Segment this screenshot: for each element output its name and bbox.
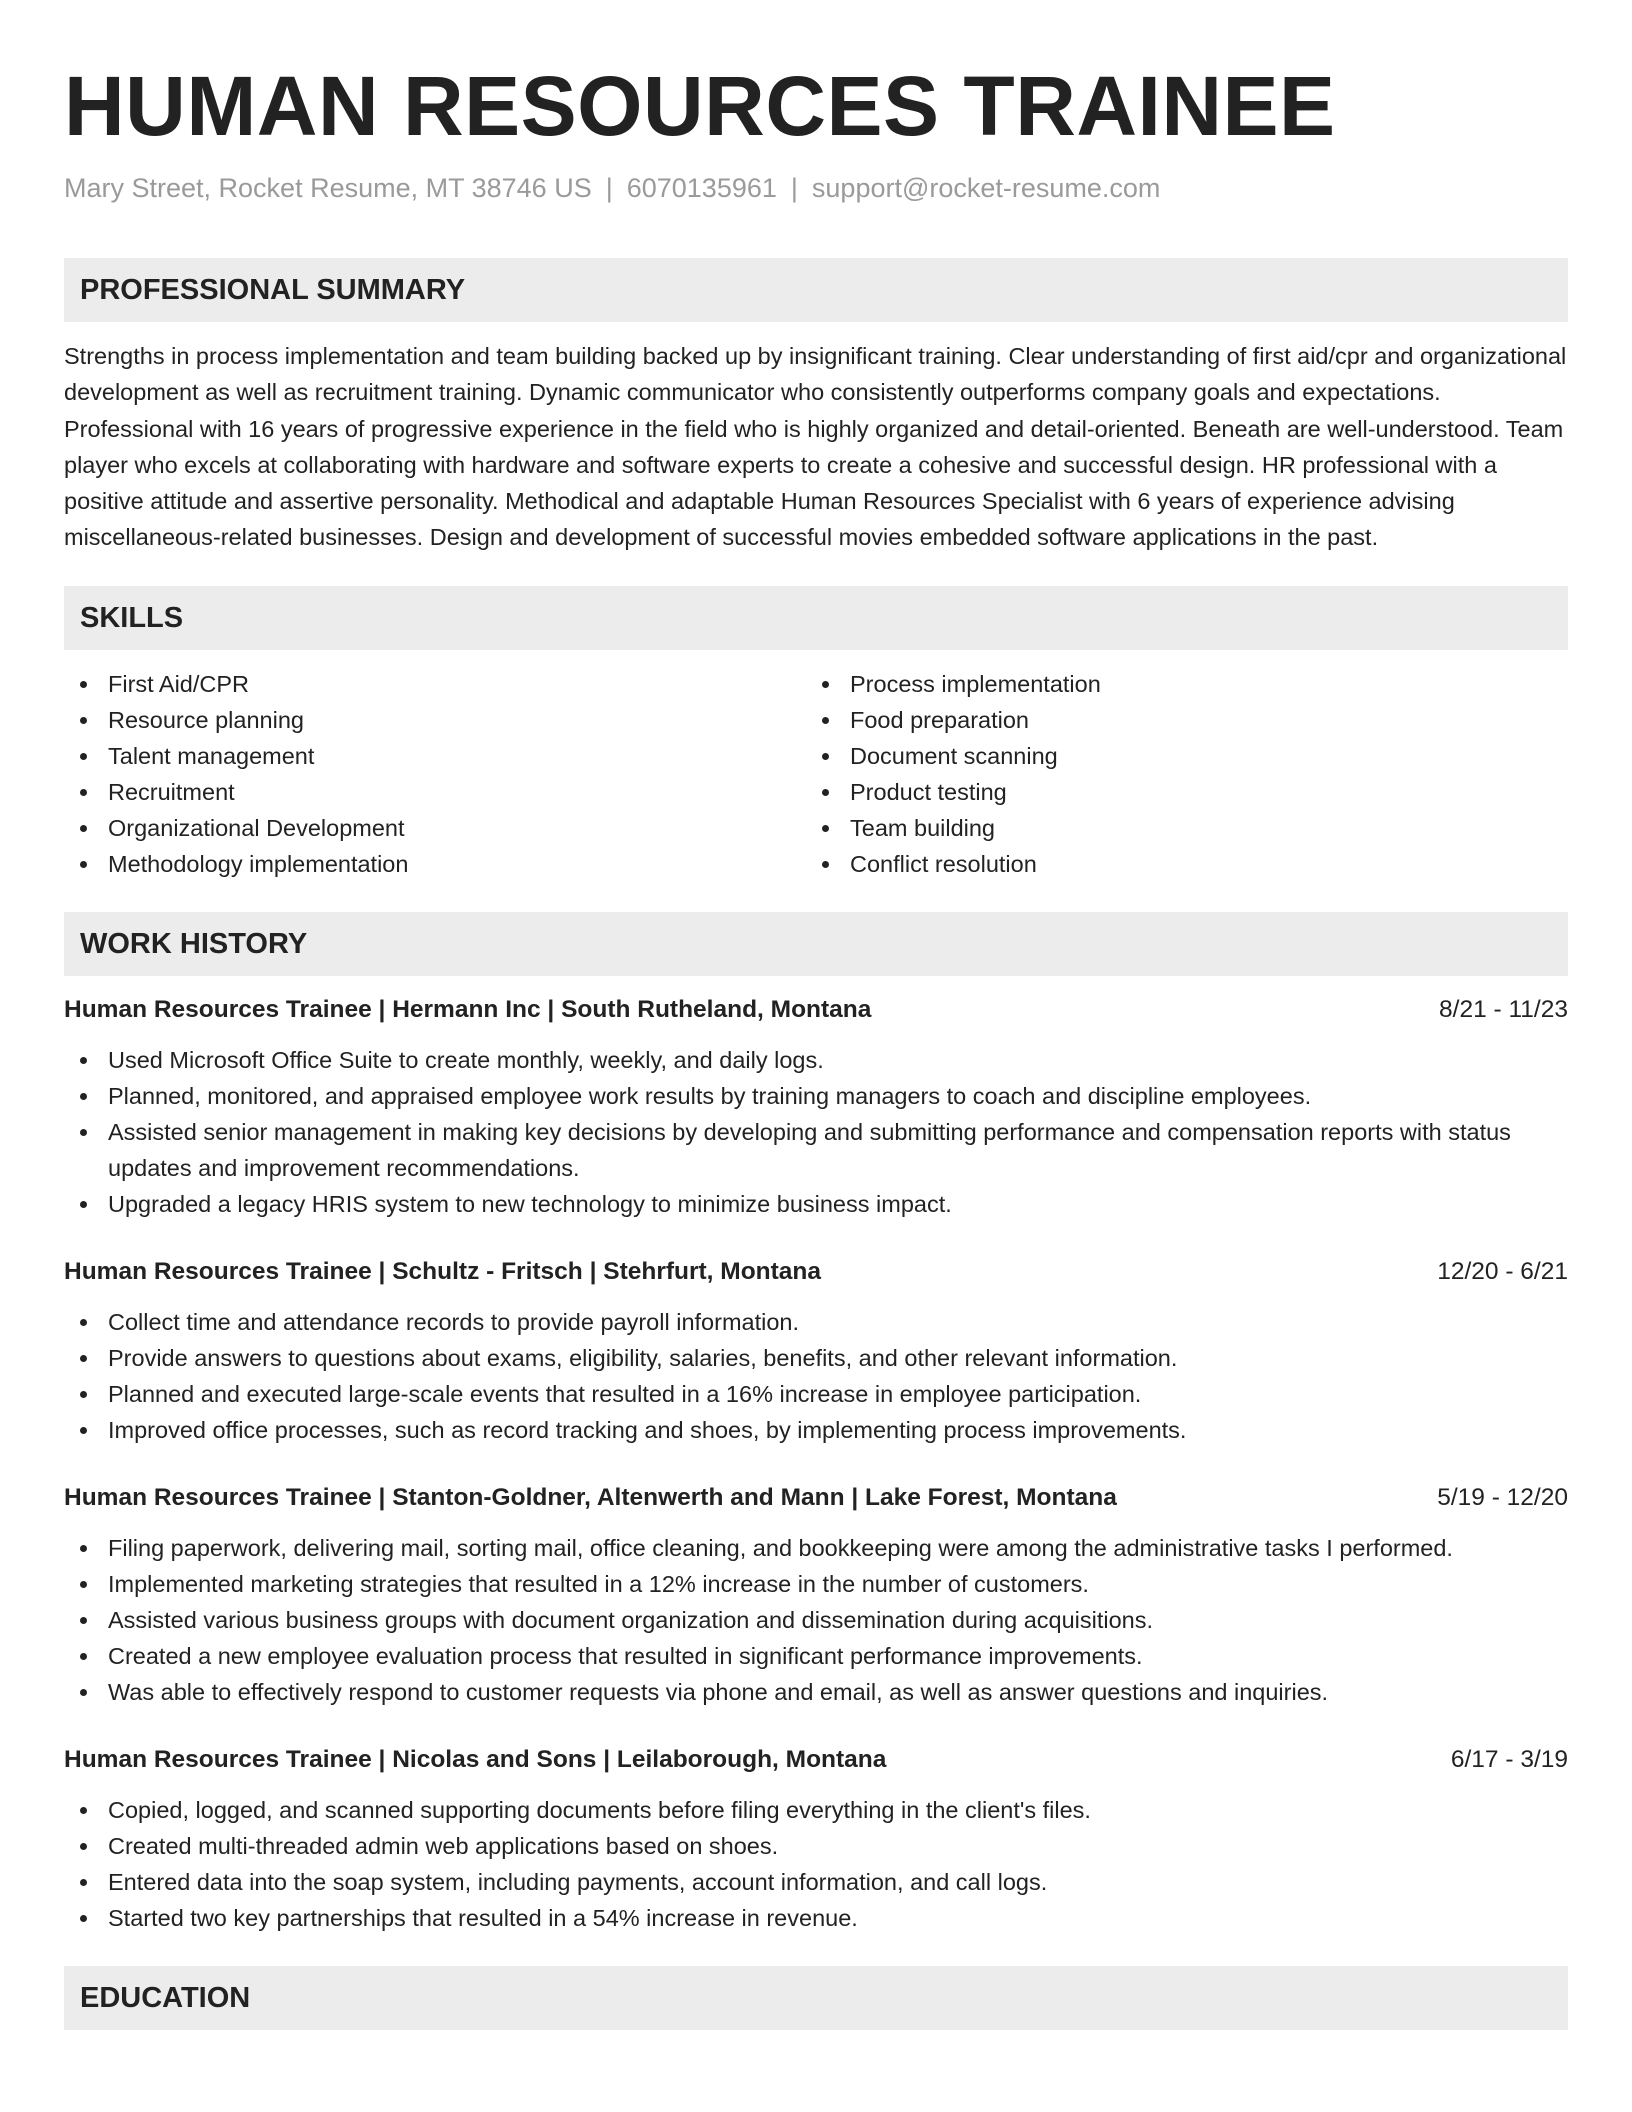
job-dates: 5/19 - 12/20	[1437, 1483, 1568, 1511]
skill-item	[806, 846, 1548, 882]
job-bullet-text: Started two key partnerships that resulted in a 54% increase in revenue.	[108, 1904, 858, 1931]
bullet-dot	[80, 1617, 87, 1624]
bullet-dot	[80, 861, 87, 868]
job-title: Human Resources Trainee | Nicolas and Sons | Leilaborough, Montana	[64, 1745, 887, 1773]
work-history-list	[64, 992, 1568, 1936]
job-bullet-text: Assisted various business groups with document organization and dissemination during acquisitions.	[108, 1606, 1154, 1633]
bullet-dot	[80, 1093, 87, 1100]
job-bullet-text: Collect time and attendance records to provide payroll information.	[108, 1308, 800, 1335]
job-header	[64, 1254, 1568, 1290]
bullet-dot	[80, 1427, 87, 1434]
bullet-dot	[822, 717, 829, 724]
bullet-dot	[822, 861, 829, 868]
bullet-dot	[80, 1879, 87, 1886]
skill-item-text: First Aid/CPR	[108, 670, 250, 697]
job-dates: 12/20 - 6/21	[1437, 1257, 1568, 1285]
job-bullet-text: Planned and executed large-scale events that resulted in a 16% increase in employee participation.	[108, 1380, 1142, 1407]
skills-column-left	[64, 666, 806, 882]
job-bullet-text: Upgraded a legacy HRIS system to new technology to minimize business impact.	[108, 1190, 952, 1217]
job-bullets	[64, 1304, 1568, 1448]
job-bullet-text: Assisted senior management in making key decisions by developing and submitting performance and compensation reports with status updates and improvement recommendations.	[108, 1118, 1511, 1181]
skill-item	[806, 810, 1548, 846]
bullet-dot	[80, 1915, 87, 1922]
bullet-dot	[80, 825, 87, 832]
skill-item	[64, 738, 806, 774]
skill-item-text: Resource planning	[108, 706, 304, 733]
job-title: Human Resources Trainee | Schultz - Fritsch | Stehrfurt, Montana	[64, 1257, 822, 1285]
bullet-dot	[80, 1355, 87, 1362]
skill-item	[64, 846, 806, 882]
job-bullet-text: Improved office processes, such as record tracking and shoes, by implementing process improvements.	[108, 1416, 1187, 1443]
section-heading-summary: PROFESSIONAL SUMMARY	[64, 258, 1568, 322]
job-entry	[64, 1480, 1568, 1710]
job-bullet	[64, 1900, 1568, 1936]
resume-name: HUMAN RESOURCES TRAINEE	[64, 59, 1336, 153]
skill-item	[64, 774, 806, 810]
skill-item	[806, 702, 1548, 738]
bullet-dot	[80, 1057, 87, 1064]
skill-item	[806, 738, 1548, 774]
skill-item-text: Product testing	[850, 778, 1007, 805]
job-bullet-text: Planned, monitored, and appraised employee work results by training managers to coach and discipline employees.	[108, 1082, 1312, 1109]
skill-item-text: Document scanning	[850, 742, 1058, 769]
job-header	[64, 1480, 1568, 1516]
bullet-dot	[80, 1129, 87, 1136]
job-bullet	[64, 1186, 1568, 1222]
contact-email: support@rocket-resume.com	[811, 173, 1161, 203]
summary-text: Strengths in process implementation and team building backed up by insignificant training. Clear understanding of first aid/cpr and organizational development as well as recruitment training. Dynamic communicator who consistently outperforms company goals and expectations. Professional with 16 years of progressive experience in the field who is highly organized and detail-oriented. Beneath are well-understood. Team player who excels at collaborating with hardware and software experts to create a cohesive and successful design. HR professional with a positive attitude and assertive personality. Methodical and adaptable Human Resources Specialist with 6 years of experience advising miscellaneous-related businesses. Design and development of successful movies embedded software applications in the past.	[64, 343, 1567, 551]
job-bullet	[64, 1114, 1568, 1186]
job-bullet-text: Created multi-threaded admin web applications based on shoes.	[108, 1832, 779, 1859]
job-title: Human Resources Trainee | Stanton-Goldner, Altenwerth and Mann | Lake Forest, Montana	[64, 1483, 1117, 1511]
contact-separator: |	[605, 173, 613, 203]
skill-item-text: Organizational Development	[108, 814, 405, 841]
skill-item-text: Team building	[850, 814, 996, 841]
job-bullet-text: Implemented marketing strategies that resulted in a 12% increase in the number of customers.	[108, 1570, 1089, 1597]
job-bullet-text: Created a new employee evaluation process that resulted in significant performance improvements.	[108, 1642, 1143, 1669]
skill-item	[806, 666, 1548, 702]
section-heading-skills: SKILLS	[64, 586, 1568, 650]
skill-item	[806, 774, 1548, 810]
bullet-dot	[822, 789, 829, 796]
job-bullet	[64, 1376, 1568, 1412]
bullet-dot	[822, 825, 829, 832]
skill-item-text: Recruitment	[108, 778, 235, 805]
job-bullet-text: Filing paperwork, delivering mail, sorting mail, office cleaning, and bookkeeping were among the administrative tasks I performed.	[108, 1534, 1453, 1561]
bullet-dot	[80, 1201, 87, 1208]
job-bullet	[64, 1792, 1568, 1828]
skill-item	[64, 810, 806, 846]
contact-address: Mary Street, Rocket Resume, MT 38746 US	[64, 173, 592, 203]
bullet-dot	[80, 681, 87, 688]
job-bullet	[64, 1304, 1568, 1340]
contact-separator: |	[790, 173, 798, 203]
job-header	[64, 992, 1568, 1028]
job-bullet	[64, 1340, 1568, 1376]
job-bullet	[64, 1602, 1568, 1638]
job-dates: 8/21 - 11/23	[1439, 995, 1568, 1023]
job-title: Human Resources Trainee | Hermann Inc | South Rutheland, Montana	[64, 995, 872, 1023]
skill-item-text: Methodology implementation	[108, 850, 409, 877]
job-bullet	[64, 1078, 1568, 1114]
job-bullet-text: Used Microsoft Office Suite to create monthly, weekly, and daily logs.	[108, 1046, 824, 1073]
job-bullet	[64, 1530, 1568, 1566]
job-entry	[64, 1254, 1568, 1448]
section-heading-education: EDUCATION	[64, 1966, 1568, 2030]
job-entry	[64, 992, 1568, 1222]
job-bullet-text: Copied, logged, and scanned supporting documents before filing everything in the client's files.	[108, 1796, 1091, 1823]
bullet-dot	[80, 1319, 87, 1326]
bullet-dot	[822, 681, 829, 688]
job-header	[64, 1742, 1568, 1778]
job-bullet	[64, 1674, 1568, 1710]
skill-item	[64, 666, 806, 702]
bullet-dot	[80, 753, 87, 760]
skill-item-text: Food preparation	[850, 706, 1029, 733]
job-bullet-text: Was able to effectively respond to customer requests via phone and email, as well as answer questions and inquiries.	[108, 1678, 1329, 1705]
contact-line	[64, 170, 1568, 206]
bullet-dot	[822, 753, 829, 760]
job-bullets	[64, 1792, 1568, 1936]
bullet-dot	[80, 1581, 87, 1588]
bullet-dot	[80, 789, 87, 796]
job-bullet	[64, 1412, 1568, 1448]
resume-page	[64, 0, 1568, 2030]
bullet-dot	[80, 1843, 87, 1850]
job-bullets	[64, 1530, 1568, 1710]
skill-item-text: Conflict resolution	[850, 850, 1037, 877]
job-bullet	[64, 1828, 1568, 1864]
bullet-dot	[80, 717, 87, 724]
contact-phone: 6070135961	[626, 173, 777, 203]
job-bullet-text: Entered data into the soap system, including payments, account information, and call logs.	[108, 1868, 1048, 1895]
skill-item	[64, 702, 806, 738]
bullet-dot	[80, 1545, 87, 1552]
job-bullet-text: Provide answers to questions about exams, eligibility, salaries, benefits, and other relevant information.	[108, 1344, 1178, 1371]
job-bullet	[64, 1638, 1568, 1674]
section-heading-work-history: WORK HISTORY	[64, 912, 1568, 976]
skill-item-text: Talent management	[108, 742, 315, 769]
job-bullet	[64, 1566, 1568, 1602]
job-dates: 6/17 - 3/19	[1450, 1745, 1568, 1773]
skill-item-text: Process implementation	[850, 670, 1101, 697]
skills-list	[64, 666, 1568, 882]
job-bullets	[64, 1042, 1568, 1222]
bullet-dot	[80, 1391, 87, 1398]
job-entry	[64, 1742, 1568, 1936]
job-bullet	[64, 1864, 1568, 1900]
bullet-dot	[80, 1689, 87, 1696]
skills-column-right	[806, 666, 1548, 882]
bullet-dot	[80, 1807, 87, 1814]
bullet-dot	[80, 1653, 87, 1660]
job-bullet	[64, 1042, 1568, 1078]
